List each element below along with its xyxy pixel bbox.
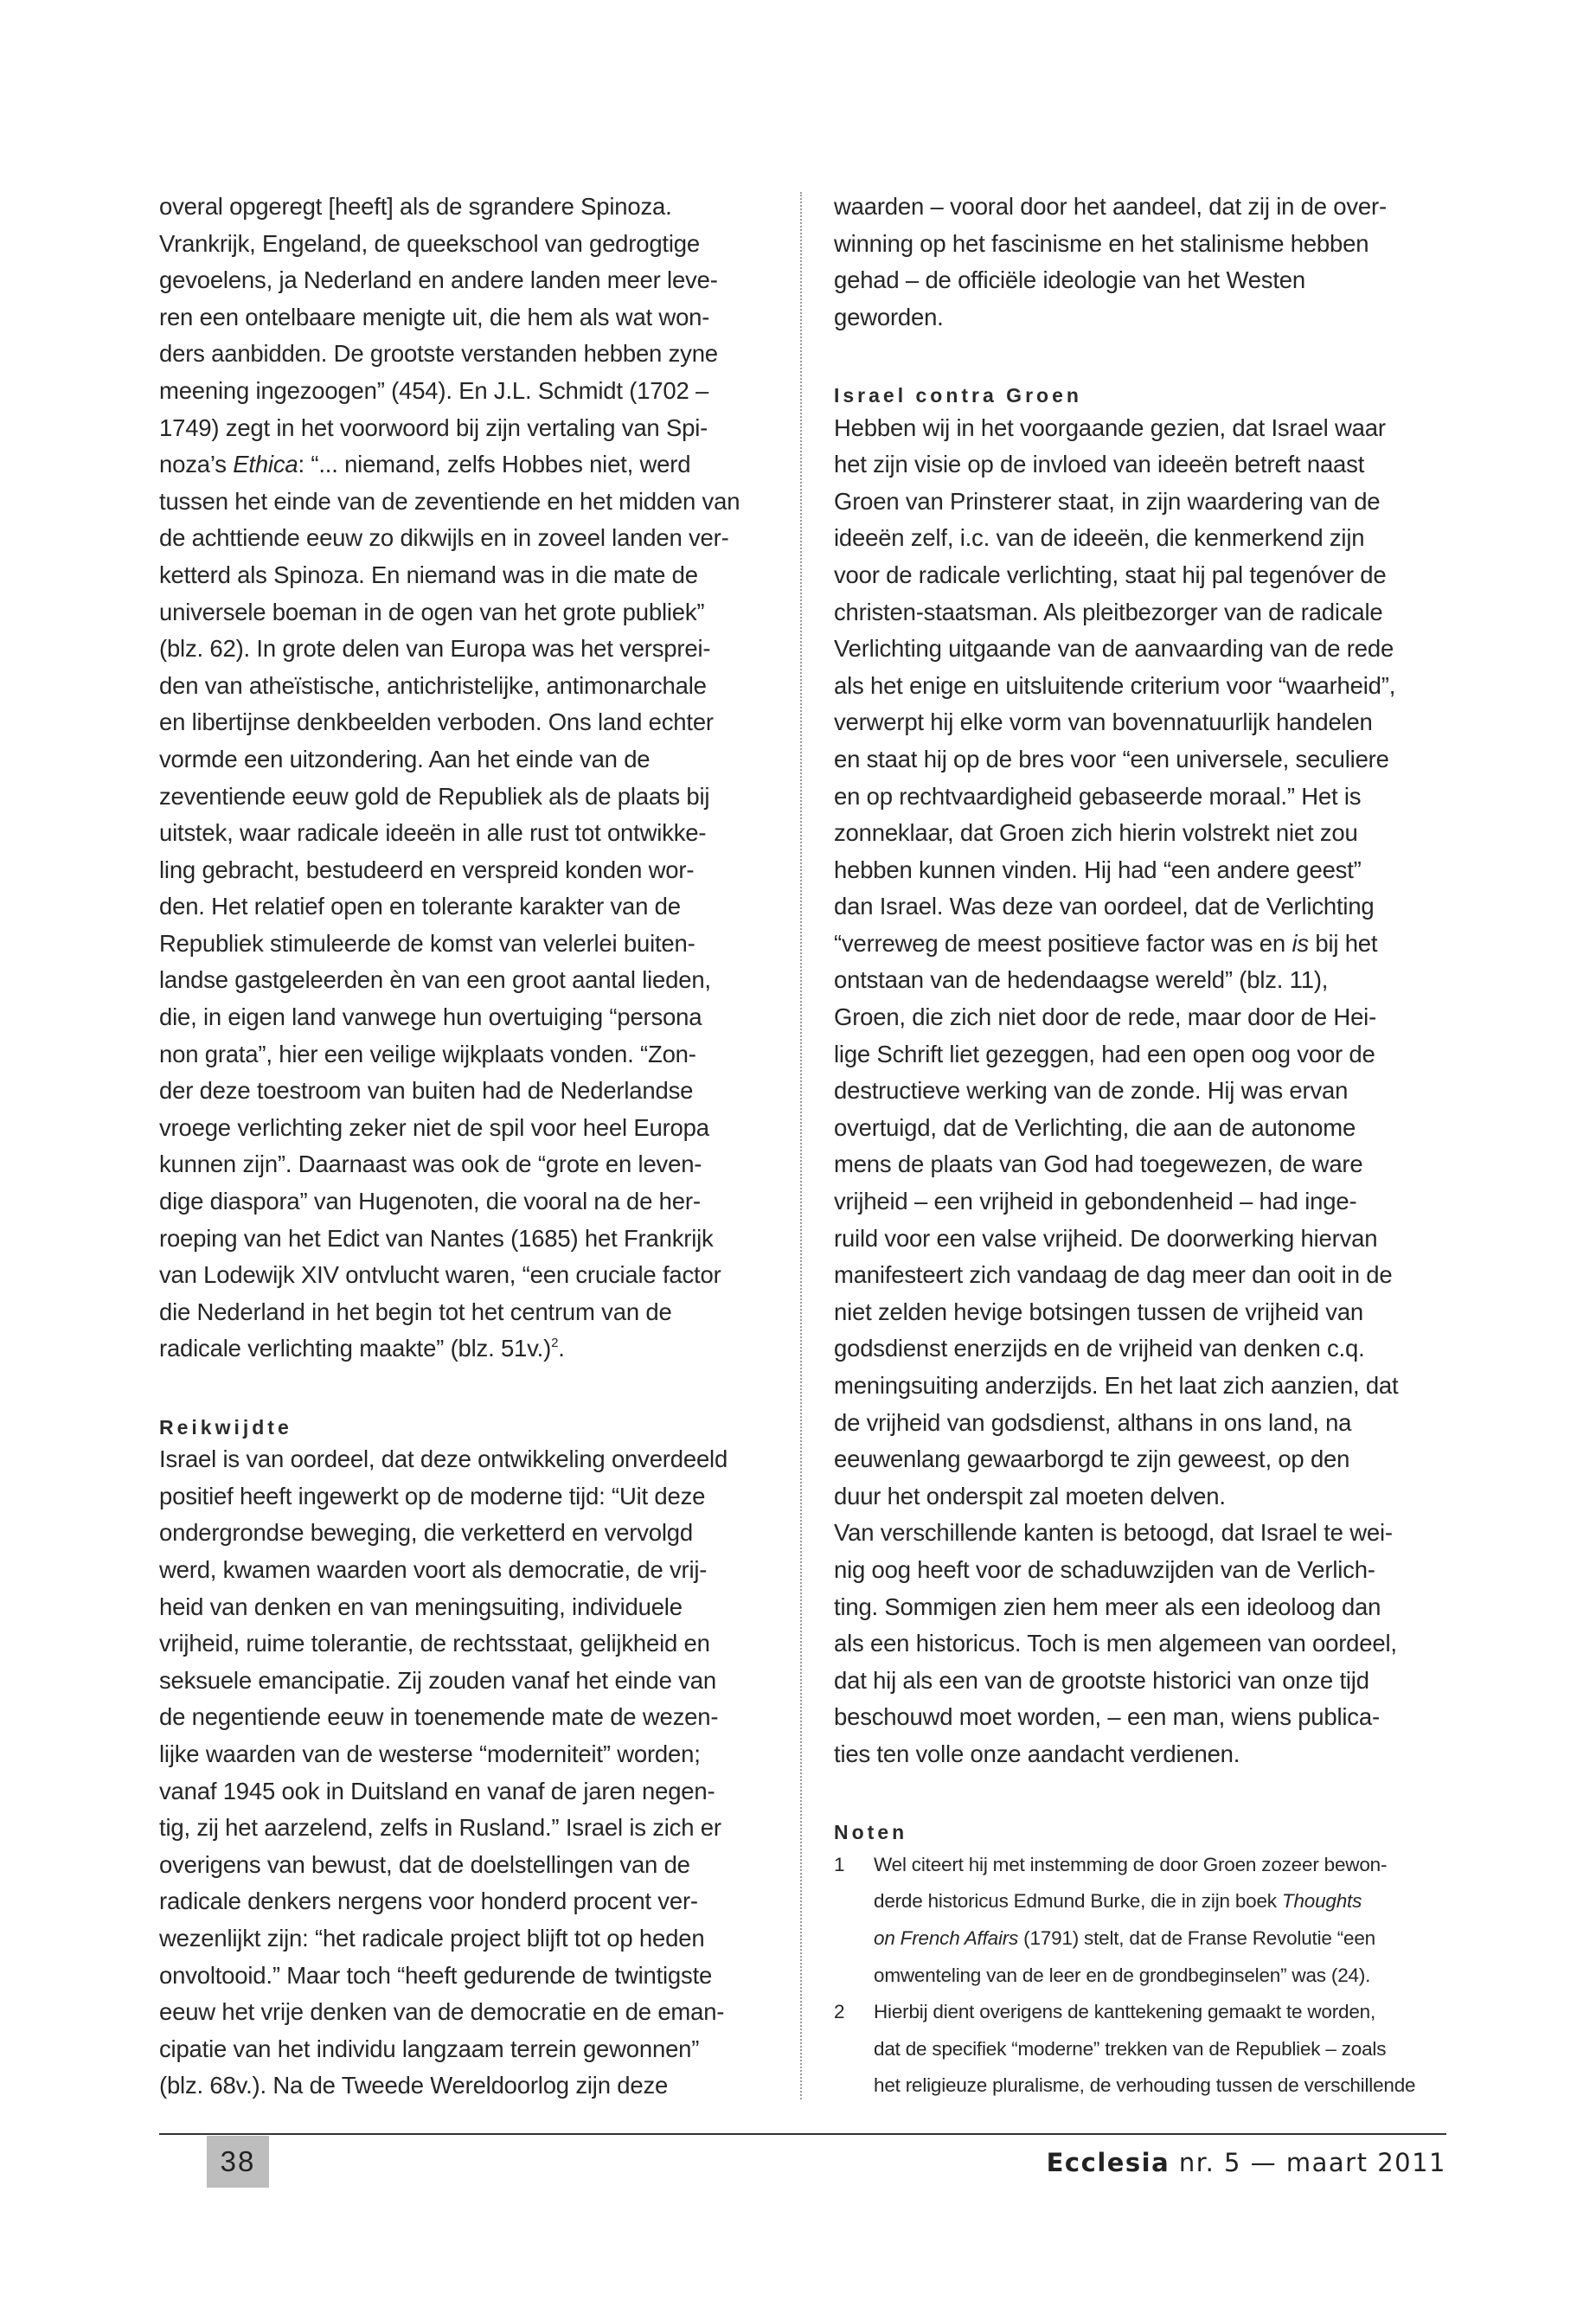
text-line: die Nederland in het begin tot het centrum van de [159, 1298, 672, 1325]
text-line: lijke waarden van de westerse “moderniteit” worden; [159, 1740, 701, 1767]
text-line: beschouwd moet worden, – een man, wiens publica- [834, 1703, 1380, 1731]
text-line: vrijheid – een vrijheid in gebondenheid – had inge- [834, 1188, 1357, 1215]
text-line: dat hij als een van de grootste historici van onze tijd [834, 1666, 1369, 1694]
text-line: ideeën zelf, i.c. van de ideeën, die kenmerkend zijn [834, 524, 1365, 552]
text-line: zeventiende eeuw gold de Republiek als de plaats bij [159, 782, 710, 810]
text-line: ling gebracht, bestudeerd en verspreid konden wor- [159, 856, 695, 883]
text-line: werd, kwamen waarden voort als democratie, de vrij- [159, 1555, 708, 1583]
footnote-line: omwenteling van de leer en de grondbeginselen” was (24). [874, 1964, 1371, 1986]
text-line: radicale denkers nergens voor honderd procent ver- [159, 1888, 698, 1915]
text-line: gehad – de officiële ideologie van het Westen [834, 266, 1305, 294]
text-line: Groen van Prinsterer staat, in zijn waardering van de [834, 487, 1381, 515]
text-line: (blz. 68v.). Na de Tweede Wereldoorlog zijn deze [159, 2072, 669, 2099]
text-line: van Lodewijk XIV ontvlucht waren, “een cruciale factor [159, 1261, 721, 1289]
footnote-ref[interactable]: 2 [551, 1336, 559, 1351]
text-line: Republiek stimuleerde de komst van velerlei buiten- [159, 929, 695, 957]
italic-text: on French Affairs [874, 1926, 1019, 1949]
text-line: dige diaspora” van Hugenoten, die vooral na de her- [159, 1188, 701, 1215]
spacer [834, 1773, 1450, 1811]
text-line: dan Israel. Was deze van oordeel, dat de Verlichting [834, 893, 1375, 920]
footer-rule [159, 2133, 1446, 2135]
text-line: nig oog heeft voor de schaduwzijden van de Verlich- [834, 1555, 1375, 1583]
text-line: die, in eigen land vanwege hun overtuiging “persona [159, 1003, 702, 1031]
text-line: meningsuiting anderzijds. En het laat zich aanzien, dat [834, 1372, 1399, 1399]
page-number: 38 [207, 2136, 269, 2188]
text-line: meening ingezoogen” (454). En J.L. Schmidt (1702 – [159, 376, 709, 404]
text-line: positief heeft ingewerkt op de moderne tijd: “Uit deze [159, 1482, 706, 1509]
section-heading: Reikwijdte [159, 1415, 292, 1439]
text-line: (blz. 62). In grote delen van Europa was het versprei- [159, 635, 711, 663]
text-line: duur het onderspit zal moeten delven. [834, 1482, 1226, 1509]
text-line: en op rechtvaardigheid gebaseerde moraal.” Het is [834, 782, 1362, 810]
column-divider [800, 192, 802, 2099]
footnote-line: het religieuze pluralisme, de verhouding tussen de verschillende [874, 2074, 1416, 2097]
text-line: lige Schrift liet gezeggen, had een open oog voor de [834, 1040, 1375, 1067]
text-line: godsdienst enerzijds en de vrijheid van denken c.q. [834, 1335, 1365, 1362]
text-line: ting. Sommigen zien hem meer als een ideoloog dan [834, 1593, 1381, 1620]
text-line: landse gastgeleerden èn van een groot aantal lieden, [159, 966, 711, 994]
text-line: en libertijnse denkbeelden verboden. Ons land echter [159, 708, 714, 736]
footnote-number: 2 [834, 2001, 845, 2023]
text-line: als het enige en uitsluitende criterium voor “waarheid”, [834, 671, 1396, 699]
text-line: overigens van bewust, dat de doelstellingen van de [159, 1850, 690, 1878]
text-line: de negentiende eeuw in toenemende mate de wezen- [159, 1703, 719, 1731]
text-line: Groen, die zich niet door de rede, maar door de Hei- [834, 1003, 1377, 1031]
text-line: verwerpt hij elke vorm van bovennatuurlijk handelen [834, 708, 1373, 736]
italic-text: is [1292, 929, 1309, 957]
text-line: hebben kunnen vinden. Hij had “een andere geest” [834, 856, 1362, 883]
text-line: uitstek, waar radicale ideeën in alle rust tot ontwikke- [159, 819, 707, 847]
text-line: vroege verlichting zeker niet de spil voor heel Europa [159, 1113, 709, 1141]
text-line: seksuele emancipatie. Zij zouden vanaf het einde van [159, 1666, 716, 1694]
text-line: ders aanbidden. De grootste verstanden hebben zyne [159, 340, 718, 368]
text-line: waarden – vooral door het aandeel, dat zij in de over- [834, 193, 1387, 220]
footnote-line: derde historicus Edmund Burke, die in zijn boek Thoughts [874, 1890, 1362, 1913]
text-line: Verlichting uitgaande van de aanvaarding van de rede [834, 635, 1394, 663]
text-line: kunnen zijn”. Daarnaast was ook de “grote en leven- [159, 1150, 702, 1178]
text-line: ontstaan van de hedendaagse wereld” (blz. 11), [834, 966, 1329, 994]
magazine-name: Ecclesia [1046, 2148, 1170, 2177]
text-line: noza’s Ethica: “... niemand, zelfs Hobbes niet, werd [159, 451, 691, 478]
text-line: geworden. [834, 303, 944, 330]
text-line: ondergrondse beweging, die verketterd en vervolgd [159, 1519, 693, 1547]
text-line: der deze toestroom van buiten had de Nederlandse [159, 1077, 694, 1105]
section-heading: Noten [834, 1821, 908, 1844]
text-line: ties ten volle onze aandacht verdienen. [834, 1740, 1240, 1767]
footnote-number: 1 [834, 1853, 845, 1875]
paragraph [159, 189, 773, 1368]
text-line: eeuwenlang gewaarborgd te zijn geweest, op den [834, 1445, 1350, 1473]
footnote [834, 1847, 1450, 1994]
spacer [159, 1368, 773, 1405]
text-line: zonneklaar, dat Groen zich hierin volstrekt niet zou [834, 819, 1358, 847]
text-line: vormde een uitzondering. Aan het einde van de [159, 745, 651, 772]
text-line: tussen het einde van de zeventiende en het midden van [159, 487, 740, 515]
italic-text: Thoughts [1281, 1890, 1362, 1913]
text-line: ketterd als Spinoza. En niemand was in die mate de [159, 561, 698, 588]
text-line: heid van denken en van meningsuiting, individuele [159, 1593, 683, 1620]
issue-date: nr. 5 — maart 2011 [1178, 2148, 1446, 2177]
text-line: vanaf 1945 ook in Duitsland en vanaf de jaren negen- [159, 1777, 715, 1804]
text-line: en staat hij op de bres voor “een universele, seculiere [834, 745, 1389, 772]
text-line: ruild voor een valse vrijheid. De doorwerking hiervan [834, 1224, 1378, 1252]
text-line: tig, zij het aarzelend, zelfs in Rusland.” Israel is zich er [159, 1814, 721, 1842]
text-line: het zijn visie op de invloed van ideeën betreft naast [834, 451, 1365, 478]
text-line: ren een ontelbaare menigte uit, die hem als wat won- [159, 303, 710, 330]
text-line: winning op het fascinisme en het stalinisme hebben [834, 229, 1369, 257]
text-line: roeping van het Edict van Nantes (1685) het Frankrijk [159, 1224, 714, 1252]
footnote-line: 2 Hierbij dient overigens de kanttekening gemaakt te worden, [834, 1994, 1450, 2031]
text-line: den. Het relatief open en tolerante karakter van de [159, 893, 681, 920]
text-line: mens de plaats van God had toegewezen, de ware [834, 1150, 1363, 1178]
text-line: vrijheid, ruime tolerantie, de rechtsstaat, gelijkheid en [159, 1630, 710, 1657]
text-line: “verreweg de meest positieve factor was en is bij het [834, 929, 1378, 957]
text-line: den van atheïstische, antichristelijke, antimonarchale [159, 671, 707, 699]
text-line: eeuw het vrije denken van de democratie en de eman- [159, 1998, 725, 2026]
text-line: Van verschillende kanten is betoogd, dat Israel te wei- [834, 1519, 1393, 1547]
footnote-line: on French Affairs (1791) stelt, dat de Franse Revolutie “een [874, 1926, 1375, 1949]
footnote [834, 1994, 1450, 2105]
footnotes-list [834, 1847, 1450, 2105]
text-line: niet zelden hevige botsingen tussen de vrijheid van [834, 1298, 1364, 1325]
text-line: overal opgeregt [heeft] als de sgrandere Spinoza. [159, 193, 672, 220]
text-line: christen-staatsman. Als pleitbezorger van de radicale [834, 598, 1383, 625]
text-line: overtuigd, dat de Verlichting, die aan de autonome [834, 1113, 1356, 1141]
text-line: cipatie van het individu langzaam terrein gewonnen” [159, 2035, 700, 2062]
issue-info [1047, 2144, 1446, 2182]
footnote-line: dat de specifiek “moderne” trekken van de Republiek – zoals [874, 2037, 1387, 2060]
left-column [159, 189, 773, 2105]
text-line: destructieve werking van de zonde. Hij was ervan [834, 1077, 1349, 1105]
text-line: onvoltooid.” Maar toch “heeft gedurende de twintigste [159, 1961, 713, 1989]
text-line: de achttiende eeuw zo dikwijls en in zoveel landen ver- [159, 524, 729, 552]
spacer [834, 336, 1450, 373]
text-line: Vrankrijk, Engeland, de queekschool van gedrogtige [159, 229, 700, 257]
text-line: 1749) zegt in het voorwoord bij zijn vertaling van Spi- [159, 413, 708, 441]
text-line: universele boeman in de ogen van het grote publiek” [159, 598, 705, 625]
text-line: als een historicus. Toch is men algemeen van oordeel, [834, 1630, 1397, 1657]
section-heading: Israel contra Groen [834, 383, 1082, 407]
footnote-line: 1 Wel citeert hij met instemming de door Groen zozeer bewon- [834, 1847, 1450, 1884]
paragraph [834, 410, 1450, 1773]
text-line: Israel is van oordeel, dat deze ontwikkeling onverdeeld [159, 1445, 728, 1473]
paragraph [159, 1441, 773, 2105]
text-line: voor de radicale verlichting, staat hij pal tegenóver de [834, 561, 1387, 588]
text-line: Hebben wij in het voorgaande gezien, dat Israel waar [834, 413, 1386, 441]
paragraph [834, 189, 1450, 336]
right-column [834, 189, 1450, 2105]
text-line: manifesteert zich vandaag de dag meer dan ooit in de [834, 1261, 1393, 1289]
text-line: gevoelens, ja Nederland en andere landen meer leve- [159, 266, 718, 294]
text-line: radicale verlichting maakte” (blz. 51v.)$^2$. [159, 1335, 565, 1362]
text-line: wezenlijkt zijn: “het radicale project blijft tot op heden [159, 1924, 705, 1952]
text-line: non grata”, hier een veilige wijkplaats vonden. “Zon- [159, 1040, 696, 1067]
text-line: de vrijheid van godsdienst, althans in ons land, na [834, 1408, 1352, 1436]
italic-text: Ethica [233, 451, 298, 478]
